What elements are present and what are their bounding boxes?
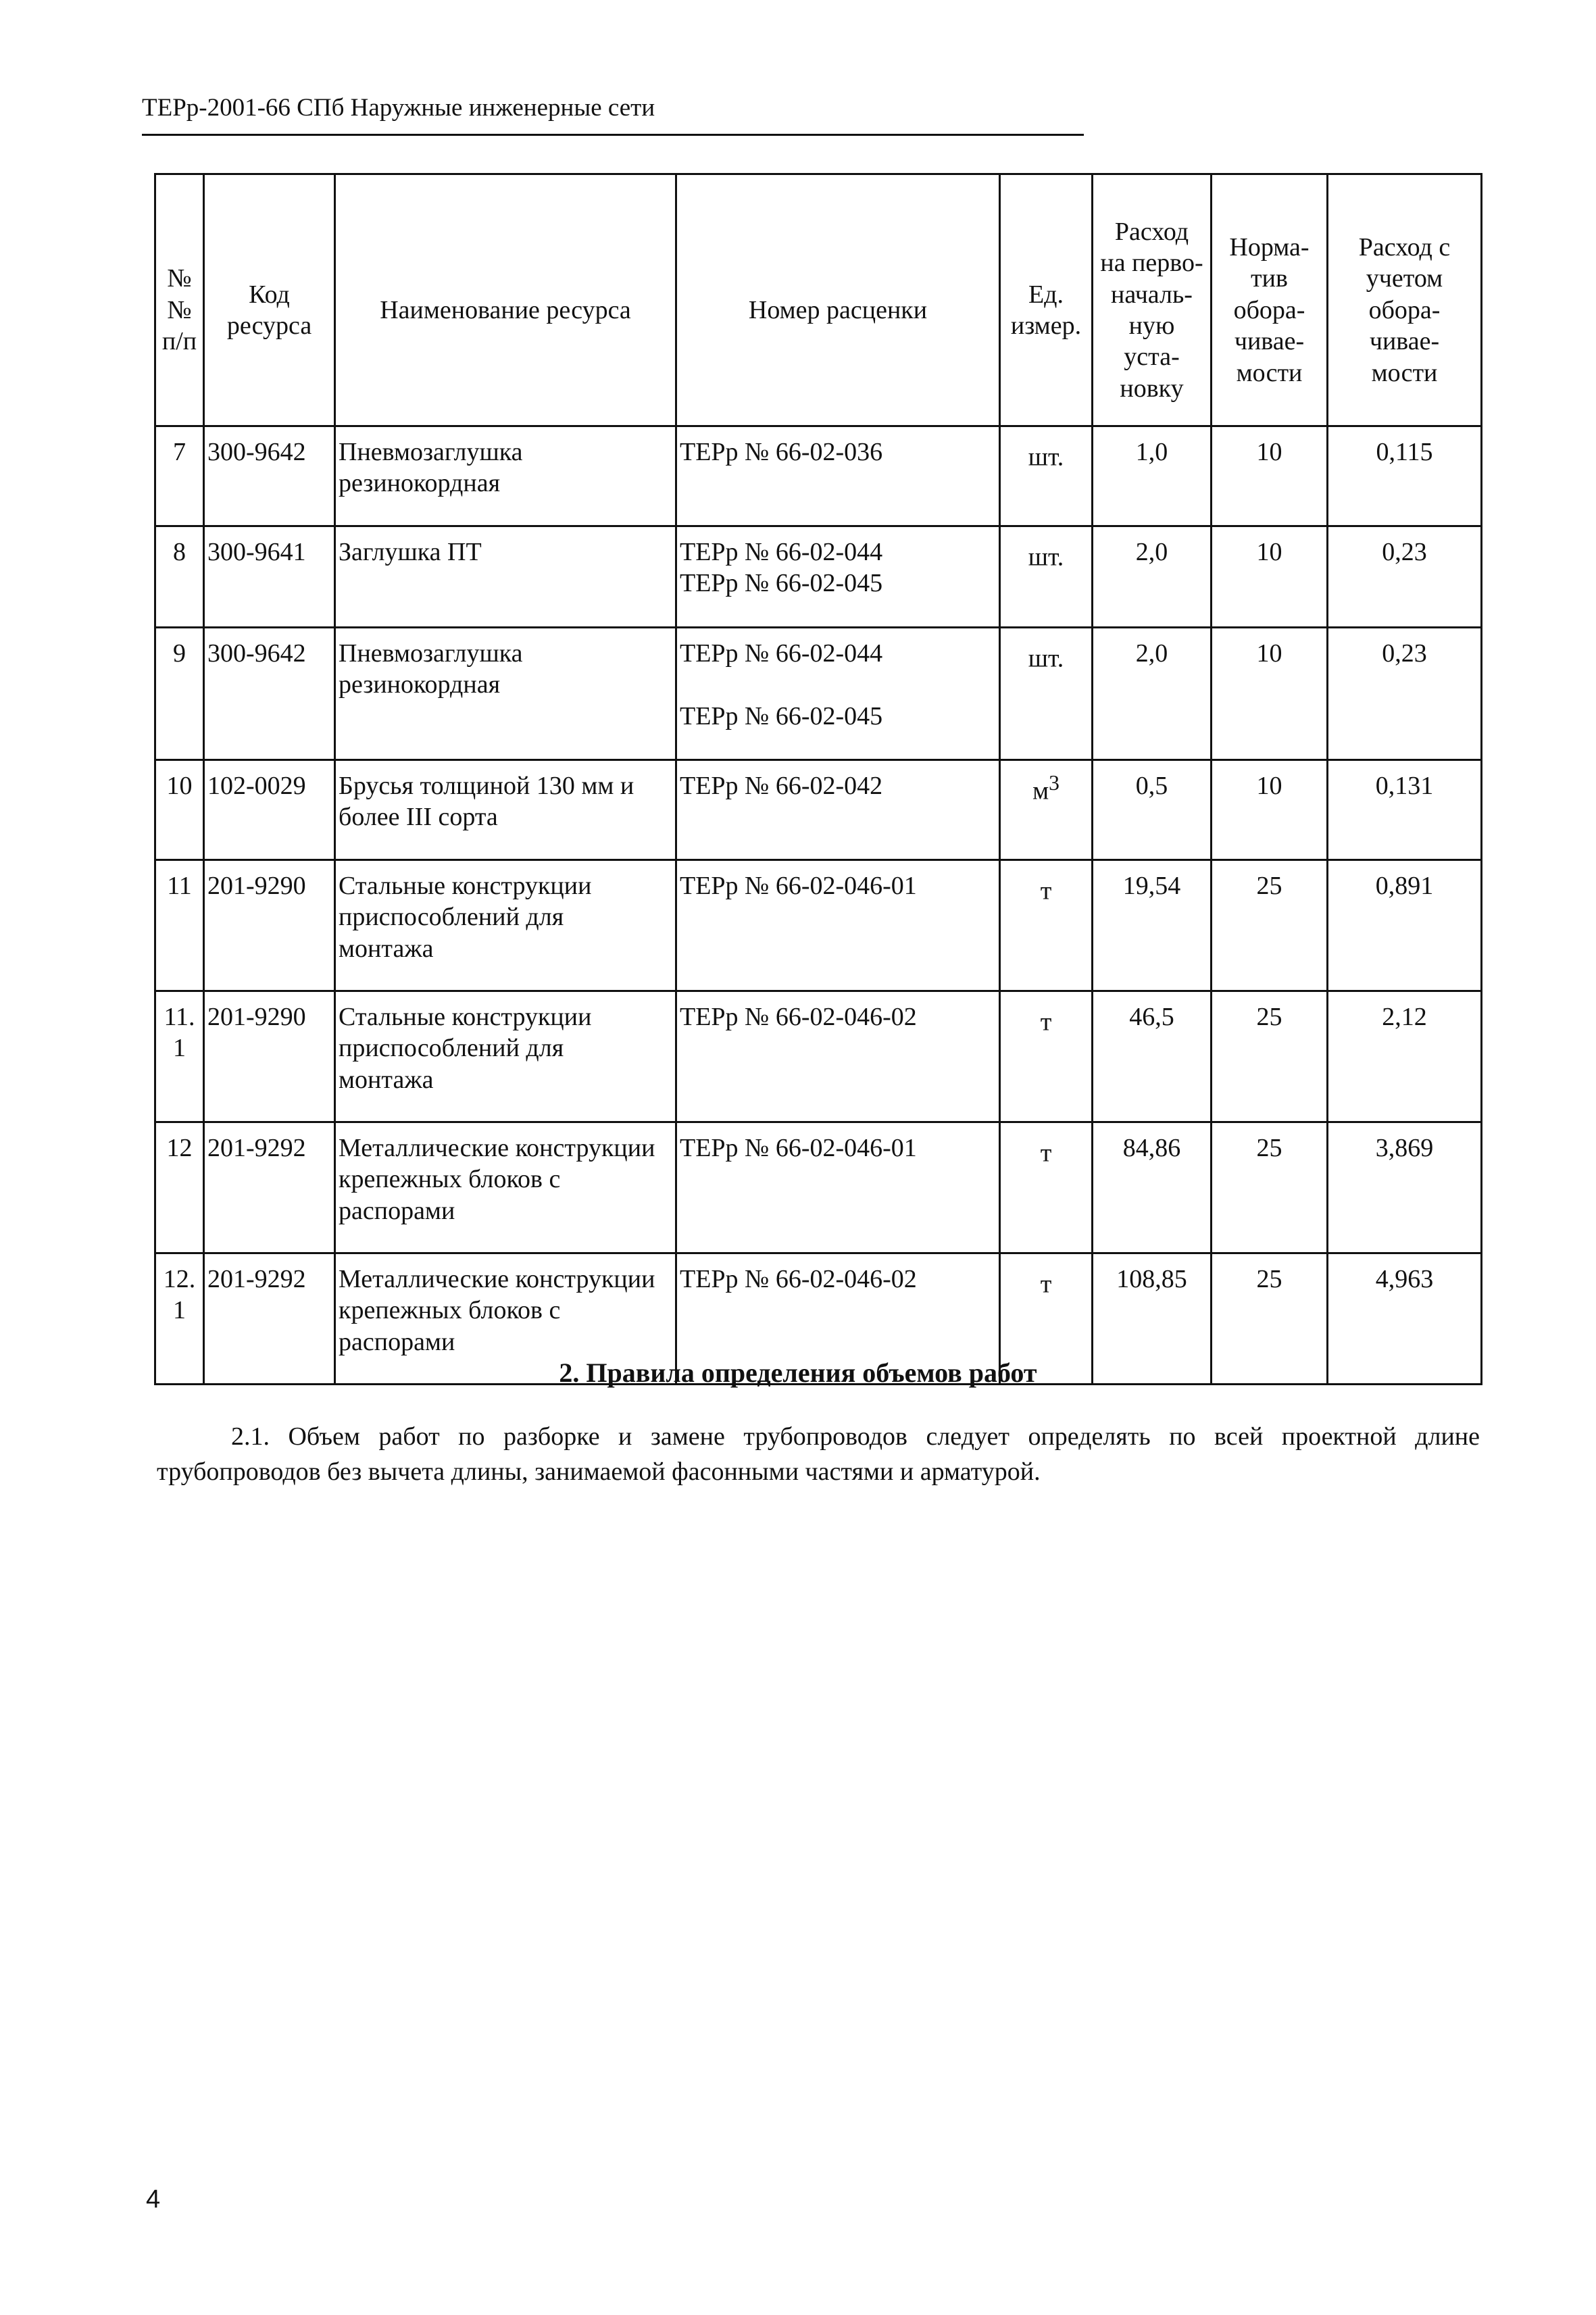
cell-name: Заглушка ПТ	[335, 526, 676, 628]
table-row	[155, 426, 1482, 526]
cell-norm: 25	[1212, 1122, 1328, 1253]
cell-rate: ТЕРр № 66-02-046-02	[676, 1253, 1000, 1385]
table-body	[155, 426, 1482, 1385]
cell-code: 300-9641	[204, 526, 335, 628]
resource-table	[154, 173, 1482, 1385]
cell-norm: 10	[1212, 628, 1328, 760]
unit-text: т	[1040, 1007, 1052, 1037]
cell-code: 300-9642	[204, 426, 335, 526]
cell-unit	[1000, 1122, 1093, 1253]
cell-code: 102-0029	[204, 760, 335, 860]
cell-total: 2,12	[1328, 991, 1482, 1122]
col-header-number: № № п/п	[155, 174, 204, 426]
cell-name: Металлические конструкции крепежных блоков с распорами	[335, 1122, 676, 1253]
table-header-row	[155, 174, 1482, 426]
cell-name: Стальные конструкции приспособлений для монтажа	[335, 860, 676, 991]
cell-total: 0,23	[1328, 628, 1482, 760]
col-header-total: Расход с учетом обора- чивае- мости	[1328, 174, 1482, 426]
cell-total: 0,115	[1328, 426, 1482, 526]
unit-text: шт.	[1028, 543, 1064, 572]
col-header-rate: Номер расценки	[676, 174, 1000, 426]
cell-rate: ТЕРр № 66-02-036	[676, 426, 1000, 526]
col-header-initial: Расход на перво- началь- ную уста- новку	[1093, 174, 1212, 426]
cell-rate: ТЕРр № 66-02-042	[676, 760, 1000, 860]
table-row	[155, 991, 1482, 1122]
cell-initial: 2,0	[1093, 628, 1212, 760]
cell-rate: ТЕРр № 66-02-044 ТЕРр № 66-02-045	[676, 526, 1000, 628]
cell-code: 201-9290	[204, 991, 335, 1122]
cell-number: 12. 1	[155, 1253, 204, 1385]
cell-norm: 10	[1212, 526, 1328, 628]
cell-number: 10	[155, 760, 204, 860]
cell-number: 12	[155, 1122, 204, 1253]
cell-total: 0,23	[1328, 526, 1482, 628]
cell-initial: 108,85	[1093, 1253, 1212, 1385]
unit-text: т	[1040, 1270, 1052, 1299]
table-row	[155, 860, 1482, 991]
cell-code: 201-9292	[204, 1253, 335, 1385]
header-rule	[142, 134, 1084, 136]
col-header-code: Код ресурса	[204, 174, 335, 426]
cell-total: 0,131	[1328, 760, 1482, 860]
page-number: 4	[146, 2185, 161, 2214]
cell-rate: ТЕРр № 66-02-046-01	[676, 1122, 1000, 1253]
table-row	[155, 1122, 1482, 1253]
cell-code: 201-9290	[204, 860, 335, 991]
cell-code: 300-9642	[204, 628, 335, 760]
cell-code: 201-9292	[204, 1122, 335, 1253]
unit-superscript: 3	[1049, 771, 1059, 795]
cell-total: 3,869	[1328, 1122, 1482, 1253]
cell-norm: 25	[1212, 860, 1328, 991]
cell-rate: ТЕРр № 66-02-044 ТЕРр № 66-02-045	[676, 628, 1000, 760]
unit-text: м	[1032, 776, 1049, 805]
cell-name: Пневмозаглушка резинокордная	[335, 426, 676, 526]
unit-text: т	[1040, 1139, 1052, 1168]
cell-unit	[1000, 760, 1093, 860]
table-row	[155, 526, 1482, 628]
cell-name: Металлические конструкции крепежных блоков с распорами	[335, 1253, 676, 1385]
cell-initial: 84,86	[1093, 1122, 1212, 1253]
cell-rate: ТЕРр № 66-02-046-01	[676, 860, 1000, 991]
col-header-unit: Ед. измер.	[1000, 174, 1093, 426]
col-header-name: Наименование ресурса	[335, 174, 676, 426]
cell-initial: 19,54	[1093, 860, 1212, 991]
cell-total: 0,891	[1328, 860, 1482, 991]
cell-number: 11. 1	[155, 991, 204, 1122]
cell-name: Пневмозаглушка резинокордная	[335, 628, 676, 760]
cell-number: 8	[155, 526, 204, 628]
cell-initial: 0,5	[1093, 760, 1212, 860]
cell-rate: ТЕРр № 66-02-046-02	[676, 991, 1000, 1122]
col-header-norm: Норма- тив обора- чивае- мости	[1212, 174, 1328, 426]
cell-initial: 46,5	[1093, 991, 1212, 1122]
unit-text: шт.	[1028, 443, 1064, 472]
cell-number: 11	[155, 860, 204, 991]
running-header: ТЕРр-2001-66 СПб Наружные инженерные сети	[142, 94, 655, 122]
table-row	[155, 760, 1482, 860]
cell-norm: 25	[1212, 991, 1328, 1122]
cell-norm: 10	[1212, 426, 1328, 526]
unit-text: шт.	[1028, 644, 1064, 673]
cell-norm: 10	[1212, 760, 1328, 860]
section-paragraph: 2.1. Объем работ по разборке и замене трубопроводов следует определять по всей проектной длине трубопроводов без вычета длины, занимаемой фасонными частями и арматурой.	[157, 1422, 1480, 1487]
cell-unit	[1000, 628, 1093, 760]
cell-initial: 2,0	[1093, 526, 1212, 628]
cell-unit	[1000, 860, 1093, 991]
cell-unit	[1000, 991, 1093, 1122]
cell-unit	[1000, 526, 1093, 628]
cell-number: 9	[155, 628, 204, 760]
cell-norm: 25	[1212, 1253, 1328, 1385]
cell-name: Стальные конструкции приспособлений для монтажа	[335, 991, 676, 1122]
section-title: 2. Правила определения объемов работ	[559, 1358, 1037, 1388]
unit-text: т	[1040, 876, 1052, 905]
cell-name: Брусья толщиной 130 мм и более III сорта	[335, 760, 676, 860]
cell-total: 4,963	[1328, 1253, 1482, 1385]
table-row	[155, 628, 1482, 760]
cell-unit	[1000, 426, 1093, 526]
cell-number: 7	[155, 426, 204, 526]
cell-initial: 1,0	[1093, 426, 1212, 526]
